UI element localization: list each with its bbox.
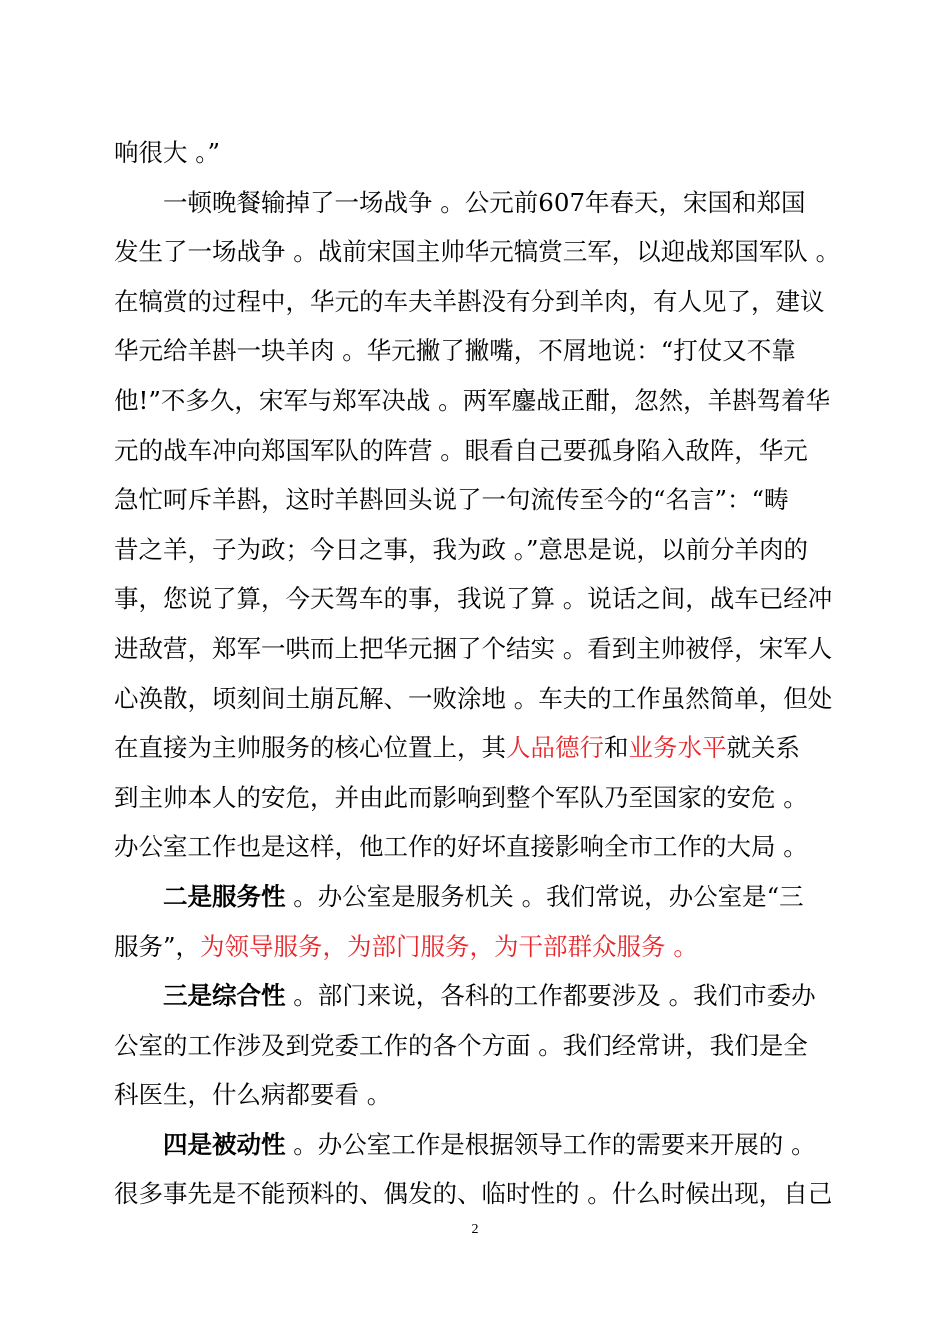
text-line bbox=[114, 426, 842, 476]
text-line bbox=[114, 1070, 842, 1120]
text-line bbox=[114, 922, 842, 972]
text-line bbox=[114, 574, 842, 624]
text-line bbox=[114, 326, 842, 376]
section-heading-inline: 四是被动性 bbox=[163, 1129, 286, 1159]
section-heading-inline: 二是服务性 bbox=[163, 881, 286, 911]
text-line bbox=[114, 822, 842, 872]
text-line bbox=[114, 1021, 842, 1071]
text-run: 服务”， bbox=[114, 931, 201, 961]
text-line bbox=[114, 624, 842, 674]
text-run: 进敌营，郑军一哄而上把华元捆了个结实 。看到主帅被俘，宋军人 bbox=[114, 633, 833, 663]
text-line bbox=[114, 674, 842, 724]
text-run: 昔之羊，子为政；今日之事，我为政 。”意思是说，以前分羊肉的 bbox=[114, 534, 809, 564]
highlighted-phrase: 人品德行 bbox=[506, 733, 604, 763]
text-run: 发生了一场战争 。战前宋国主帅华元犒赏三军，以迎战郑国军队 。 bbox=[114, 237, 841, 267]
paragraph-start-line bbox=[114, 971, 842, 1021]
text-line bbox=[114, 227, 842, 277]
paragraph-start-line bbox=[114, 1120, 842, 1170]
text-run: 一顿晚餐输掉了一场战争 。公元前607年春天，宋国和郑国 bbox=[163, 187, 806, 217]
text-line bbox=[114, 475, 842, 525]
text-run: 急忙呵斥羊斟，这时羊斟回头说了一句流传至今的“名言”：“畴 bbox=[114, 485, 789, 515]
text-run: 他!”不多久，宋军与郑军决战 。两军鏖战正酣，忽然，羊斟驾着华 bbox=[114, 385, 831, 415]
text-run: 。办公室工作是根据领导工作的需要来开展的 。 bbox=[285, 1129, 816, 1159]
text-run: 事，您说了算，今天驾车的事，我说了算 。说话之间，战车已经冲 bbox=[114, 584, 833, 614]
text-run: 科医生，什么病都要看 。 bbox=[114, 1080, 392, 1110]
text-run: 在犒赏的过程中，华元的车夫羊斟没有分到羊肉，有人见了，建议 bbox=[114, 286, 825, 316]
text-run: 心涣散，顷刻间土崩瓦解、一败涂地 。车夫的工作虽然简单，但处 bbox=[114, 683, 833, 713]
text-run: 公室的工作涉及到党委工作的各个方面 。我们经常讲，我们是全 bbox=[114, 1030, 808, 1060]
text-line bbox=[114, 1169, 842, 1219]
page-number: 2 bbox=[471, 1222, 479, 1237]
highlighted-phrase: 为领导服务，为部门服务，为干部群众服务 。 bbox=[200, 931, 698, 961]
text-line bbox=[114, 773, 842, 823]
text-run: 办公室工作也是这样，他工作的好坏直接影响全市工作的大局 。 bbox=[114, 832, 808, 862]
section-heading-inline: 三是综合性 bbox=[163, 981, 286, 1011]
body-text bbox=[114, 128, 842, 1219]
text-run: 就关系 bbox=[726, 733, 800, 763]
text-line bbox=[114, 525, 842, 575]
text-line bbox=[114, 277, 842, 327]
paragraph-start-line bbox=[114, 872, 842, 922]
text-run: 在直接为主帅服务的核心位置上，其 bbox=[114, 733, 506, 763]
text-line bbox=[114, 128, 842, 178]
text-line bbox=[114, 723, 842, 773]
text-run: 华元给羊斟一块羊肉 。华元撇了撇嘴，不屑地说：“打仗又不靠 bbox=[114, 336, 796, 366]
text-run: 和 bbox=[604, 733, 629, 763]
text-run: 到主帅本人的安危，并由此而影响到整个军队乃至国家的安危 。 bbox=[114, 782, 808, 812]
highlighted-phrase: 业务水平 bbox=[628, 733, 727, 763]
text-run: 很多事先是不能预料的、偶发的、临时性的 。什么时候出现，自己 bbox=[114, 1179, 833, 1209]
paragraph-start-line bbox=[114, 178, 842, 228]
text-run: 元的战车冲向郑国军队的阵营 。眼看自己要孤身陷入敌阵，华元 bbox=[114, 435, 808, 465]
text-run: 。办公室是服务机关 。我们常说，办公室是“三 bbox=[285, 881, 804, 911]
text-run: 。部门来说，各科的工作都要涉及 。我们市委办 bbox=[285, 981, 816, 1011]
text-run: 响很大 。” bbox=[114, 138, 221, 167]
text-line bbox=[114, 376, 842, 426]
